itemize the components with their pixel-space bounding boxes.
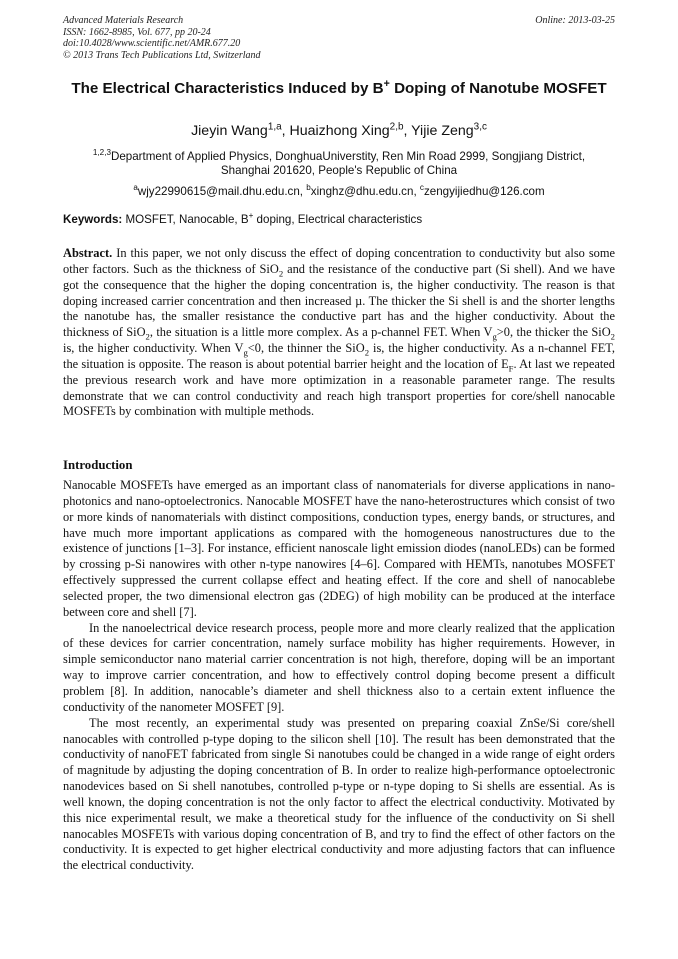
- paragraph: Nanocable MOSFETs have emerged as an important class of nanomaterials for diverse applications in nano-photonics and nano-optoelectronics. Nanocable MOSFET have the nano-heterostructures which consist of two or more kinds of nanomaterials with distinct compositions, conduction types, energy bands, or structures, and have much more important applications as compared with the homogeneous nanostructures due to the existence of junctions [1–3]. For instance, efficient nanoscale light emission diodes (nanoLEDs) can be formed by crossing p-Si nanowires with other n-type nanowires [4–6]. Compared with HEMTs, nanotubes MOSFET effectively suppressed the current collapse effect and heating effect. If the core and shell of nanocablebe selected proper, the two dimensional electron gas (2DEG) of high mobility can be produced at the interface between core and shell [7].: [63, 478, 615, 619]
- copyright: © 2013 Trans Tech Publications Ltd, Switzerland: [63, 49, 261, 61]
- paper-title: The Electrical Characteristics Induced by B+ Doping of Nanotube MOSFET: [71, 77, 607, 97]
- email-link[interactable]: zengyijiedhu@126.com: [423, 185, 545, 198]
- online-date: Online: 2013-03-25: [535, 15, 615, 26]
- author: Jieyin Wang: [191, 123, 268, 139]
- author-list: Jieyin Wang$^{1,a}$, Huaizhong Xing$^{2,b}$, Yijie Zeng$^{3,c}$: [191, 121, 487, 139]
- journal-name: Advanced Materials Research: [63, 15, 184, 26]
- paragraph: In the nanoelectrical device research process, people more and more clearly realized that the application of these devices for carrier concentration, namely surface mobility has higher requirements. However, in simple semiconductor nano material carrier concentration is not high, therefore, doping will be an important way to improve carrier concentration, and how to effectively control doping become present a difficult problem [8]. In addition, nanocable’s diameter and shell thickness also to a certain extent influence the conductivity of the nanometer MOSFET [9].: [63, 620, 615, 714]
- issn: ISSN: 1662-8985, Vol. 677, pp 20-24: [63, 26, 211, 38]
- keywords-label: Keywords:: [63, 213, 123, 226]
- affiliation: $^{1,2,3}$Department of Applied Physics, DonghuaUniverstity, Ren Min Road 2999, Songjiang District, Shanghai 201620, People's Republic of China: [92, 148, 586, 177]
- doi: doi:10.4028/www.scientific.net/AMR.677.20: [63, 38, 241, 49]
- author: Huaizhong Xing: [289, 123, 390, 139]
- abstract: Abstract. In this paper, we not only discuss the effect of doping concentration to conductivity but also some other factors. Such as the thickness of SiO$_2$ and the resistance of the conductive part (Si shell). And we have got the consequence that the higher the doping concentration is, the higher conductivity. The reason is that doping increased carrier concentration and then increased µ. The thicker the Si shell is and the shorter lengths the nanotube has, the smaller resistance the conductive part has and the higher conductivity. About the thickness of SiO$_2$, the situation is a little more complex. As a p-channel FET. When $V_g>0$, the thicker the SiO$_2$ is, the higher conductivity. When $V_g<0$, the thinner the SiO$_2$ is, the higher conductivity. As a n-channel FET, the situation is opposite. The reason is about potential barrier height and the location of $E_F$. At last we repeated the previous research work and have more optimization in a reasonable parameter range. The results demonstrate that we can control conductivity and reach high transport properties for core/shell nanocable MOSFETs by combination with multiple methods.: [63, 246, 616, 419]
- journal-header: [63, 15, 615, 61]
- keywords: Keywords: MOSFET, Nanocable, B+ doping, Electrical characteristics: [63, 211, 423, 226]
- email-link[interactable]: wjy22990615@mail.dhu.edu.cn: [137, 185, 300, 198]
- abstract-label: Abstract.: [63, 246, 113, 260]
- email-link[interactable]: xinghz@dhu.edu.cn: [310, 185, 414, 198]
- section-heading-introduction: Introduction: [63, 458, 133, 472]
- author: Yijie Zeng: [411, 123, 474, 139]
- introduction-text: [63, 478, 615, 874]
- email-list: $^a$wjy22990615@mail.dhu.edu.cn, $^b$xinghz@dhu.edu.cn, $^c$zengyijiedhu@126.com: [133, 183, 545, 198]
- paragraph: The most recently, an experimental study was presented on preparing coaxial ZnSe/Si core/shell nanocables with controlled p-type doping to the silicon shell [10]. The result has been demonstrated that the conductivity of nanoFET fabricated from single Si nanotubes could be changed in a wide range of eight orders of magnitude by adjusting the doping concentration of B. In order to realize high-performance optoelectronic nanodevices based on Si shell nanotubes, controlled p-type or n-type doping to Si shells are essential. As is well known, the doping concentration is not the only factor to affect the electrical conductivity. Motivated by this nice experimental result, we make a theoretical study for the influence of the conductivity on Si shell nanocables MOSFETs with various doping concentration of B, and try to find the effect of other factors on the conductivity. It is expected to get higher electrical conductivity and more adjusting factors that can influence the electrical conductivity.: [63, 715, 615, 873]
